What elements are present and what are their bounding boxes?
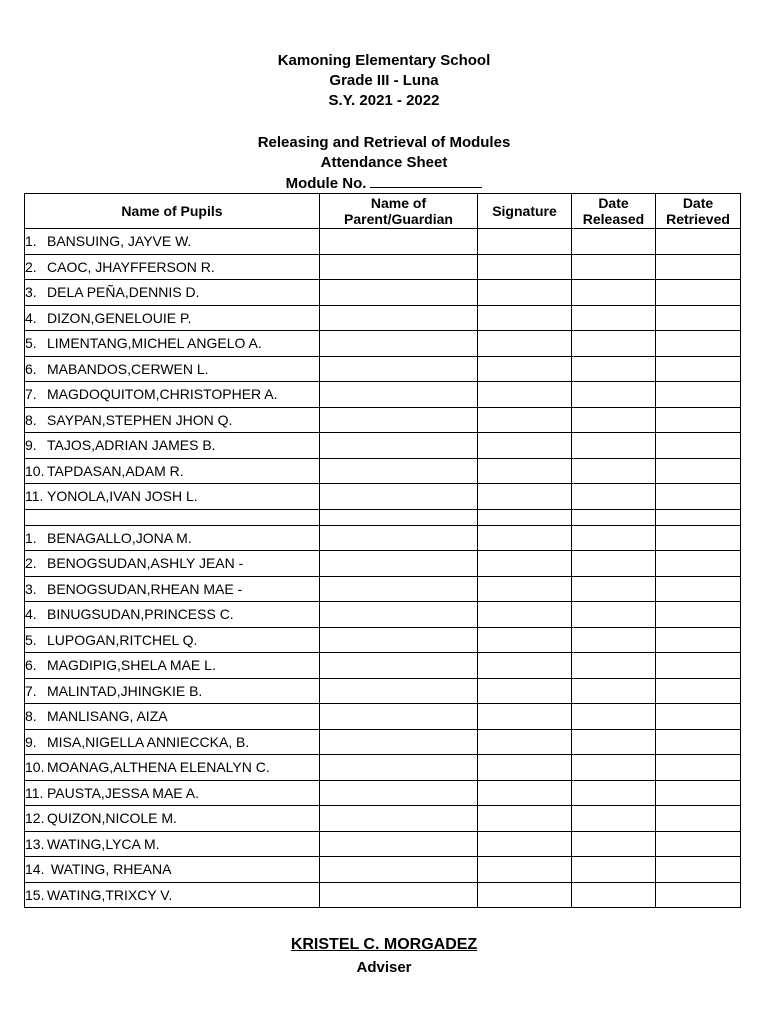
parent-cell [320,602,478,628]
pupil-name-cell [25,280,320,306]
table-row [25,382,741,408]
pupil-name-cell [25,433,320,459]
pupil-name-cell [25,780,320,806]
date-retrieved-cell [656,484,741,510]
date-released-cell [572,882,656,908]
col-header-retrieved-line1: Date [682,195,714,211]
pupil-name: WATING, RHEANA [47,861,172,878]
separator-row [25,509,741,525]
date-retrieved-cell [656,433,741,459]
row-number: 4. [25,606,37,623]
pupil-name-cell [25,882,320,908]
school-name: Kamoning Elementary School [277,52,491,69]
signature-cell [478,806,572,832]
empty-cell [572,509,656,525]
row-number: 13. [25,835,45,852]
parent-cell [320,780,478,806]
date-retrieved-cell [656,458,741,484]
date-released-cell [572,627,656,653]
signature-cell [478,229,572,255]
date-released-cell [572,551,656,577]
row-number: 9. [25,733,37,750]
signature-cell [478,627,572,653]
signature-cell [478,433,572,459]
signature-cell [478,458,572,484]
date-released-cell [572,729,656,755]
pupil-name-cell [25,653,320,679]
row-number: 1. [25,233,37,250]
date-retrieved-cell [656,653,741,679]
date-released-cell [572,484,656,510]
date-released-cell [572,280,656,306]
signature-cell [478,882,572,908]
row-number: 11. [25,488,44,505]
parent-cell [320,653,478,679]
date-released-cell [572,704,656,730]
date-retrieved-cell [656,704,741,730]
date-retrieved-cell [656,382,741,408]
col-header-released-line1: Date [598,195,629,211]
signature-cell [478,780,572,806]
attendance-table [24,193,741,908]
table-row [25,831,741,857]
pupil-name-cell [25,382,320,408]
pupil-name: MOANAG,ALTHENA ELENALYN C. [47,759,270,776]
pupil-name: WATING,LYCA M. [47,835,160,852]
row-number: 8. [25,411,37,428]
parent-cell [320,729,478,755]
row-number: 2. [25,555,37,572]
pupil-name-cell [25,331,320,357]
pupil-name: MANLISANG, AIZA [47,708,168,725]
date-retrieved-cell [656,331,741,357]
date-released-cell [572,407,656,433]
signature-cell [478,382,572,408]
pupil-name-cell [25,627,320,653]
row-number: 3. [25,580,37,597]
row-number: 10. [25,462,45,479]
pupil-name: DELA PEÑA,DENNIS D. [47,284,200,301]
pupil-name: MAGDOQUITOM,CHRISTOPHER A. [47,386,278,403]
empty-cell [478,509,572,525]
pupil-name-cell [25,305,320,331]
empty-cell [656,509,741,525]
date-released-cell [572,806,656,832]
date-retrieved-cell [656,627,741,653]
pupil-name-cell [25,602,320,628]
parent-cell [320,254,478,280]
date-retrieved-cell [656,407,741,433]
table-row [25,551,741,577]
row-number: 7. [25,682,37,699]
col-header-parent [320,194,478,229]
pupil-name-cell [25,729,320,755]
signature-cell [478,484,572,510]
row-number: 9. [25,437,37,454]
col-header-parent-line1: Name of [370,195,427,211]
row-number: 5. [25,631,37,648]
signature-cell [478,755,572,781]
signature-cell [478,678,572,704]
date-retrieved-cell [656,356,741,382]
signature-cell [478,704,572,730]
parent-cell [320,458,478,484]
empty-cell [320,509,478,525]
parent-cell [320,678,478,704]
row-number: 7. [25,386,37,403]
date-released-cell [572,653,656,679]
parent-cell [320,407,478,433]
parent-cell [320,806,478,832]
row-number: 2. [25,258,37,275]
pupil-name-cell [25,458,320,484]
date-released-cell [572,678,656,704]
table-row [25,576,741,602]
date-retrieved-cell [656,254,741,280]
pupil-name: BENAGALLO,JONA M. [47,529,192,546]
pupil-name: DIZON,GENELOUIE P. [47,309,192,326]
parent-cell [320,356,478,382]
module-number-label: Module No. [285,175,367,192]
pupil-name: MABANDOS,CERWEN L. [47,360,209,377]
module-number-line [0,173,768,194]
sheet-subtitle: Attendance Sheet [320,154,448,171]
pupil-name: LIMENTANG,MICHEL ANGELO A. [47,335,262,352]
pupil-name: MAGDIPIG,SHELA MAE L. [47,657,216,674]
col-header-name: Name of Pupils [25,194,320,229]
date-retrieved-cell [656,831,741,857]
signature-cell [478,525,572,551]
date-released-cell [572,857,656,883]
row-number: 11. [25,784,44,801]
table-row [25,331,741,357]
pupil-name: MALINTAD,JHINGKIE B. [47,682,203,699]
table-row [25,280,741,306]
signature-cell [478,280,572,306]
table-row [25,433,741,459]
pupil-name-cell [25,755,320,781]
table-row [25,704,741,730]
date-released-cell [572,305,656,331]
col-header-retrieved-line2: Retrieved [666,211,730,227]
row-number: 6. [25,657,37,674]
parent-cell [320,525,478,551]
row-number: 1. [25,529,37,546]
table-row [25,755,741,781]
school-year: S.Y. 2021 - 2022 [328,92,440,109]
table-row [25,356,741,382]
table-row [25,229,741,255]
row-number: 5. [25,335,37,352]
pupil-name-cell [25,576,320,602]
col-header-date-retrieved [656,194,741,229]
date-released-cell [572,331,656,357]
row-number: 8. [25,708,37,725]
table-row [25,882,741,908]
empty-cell [25,509,320,525]
date-retrieved-cell [656,305,741,331]
signature-cell [478,551,572,577]
pupil-name: BANSUING, JAYVE W. [47,233,192,250]
table-row [25,780,741,806]
signature-cell [478,305,572,331]
date-retrieved-cell [656,525,741,551]
signature-cell [478,602,572,628]
table-row [25,627,741,653]
row-number: 4. [25,309,37,326]
row-number: 14. [25,861,45,878]
date-released-cell [572,382,656,408]
col-header-parent-line2: Parent/Guardian [344,211,453,227]
date-retrieved-cell [656,806,741,832]
date-released-cell [572,576,656,602]
date-released-cell [572,525,656,551]
date-retrieved-cell [656,882,741,908]
signature-cell [478,857,572,883]
parent-cell [320,551,478,577]
parent-cell [320,857,478,883]
table-row [25,857,741,883]
pupil-name: BENOGSUDAN,ASHLY JEAN - [47,555,244,572]
table-row [25,458,741,484]
pupil-name: CAOC, JHAYFFERSON R. [47,258,215,275]
parent-cell [320,755,478,781]
adviser-title: Adviser [356,959,412,976]
date-released-cell [572,458,656,484]
pupil-name: BENOGSUDAN,RHEAN MAE - [47,580,243,597]
pupil-name: BINUGSUDAN,PRINCESS C. [47,606,234,623]
table-row [25,254,741,280]
date-retrieved-cell [656,229,741,255]
table-row [25,484,741,510]
pupil-name: QUIZON,NICOLE M. [47,810,177,827]
pupil-name-cell [25,551,320,577]
adviser-name [0,936,768,954]
parent-cell [320,229,478,255]
pupil-name: PAUSTA,JESSA MAE A. [47,784,199,801]
parent-cell [320,433,478,459]
table-row [25,806,741,832]
table-row [25,653,741,679]
date-retrieved-cell [656,576,741,602]
date-released-cell [572,254,656,280]
pupil-name-cell [25,806,320,832]
table-row [25,407,741,433]
col-header-signature: Signature [478,194,572,229]
pupil-name-cell [25,525,320,551]
parent-cell [320,704,478,730]
row-number: 3. [25,284,37,301]
signature-cell [478,653,572,679]
date-released-cell [572,780,656,806]
parent-cell [320,882,478,908]
pupil-name: TAJOS,ADRIAN JAMES B. [47,437,216,454]
pupil-name: MISA,NIGELLA ANNIECCKA, B. [47,733,250,750]
row-number: 12. [25,810,45,827]
table-row [25,602,741,628]
date-retrieved-cell [656,729,741,755]
parent-cell [320,627,478,653]
signature-cell [478,729,572,755]
pupil-name-cell [25,831,320,857]
pupil-name-cell [25,678,320,704]
pupil-name-cell [25,857,320,883]
pupil-name: SAYPAN,STEPHEN JHON Q. [47,411,233,428]
date-released-cell [572,229,656,255]
col-header-released-line2: Released [582,211,645,227]
date-retrieved-cell [656,780,741,806]
pupil-name-cell [25,356,320,382]
sheet-title: Releasing and Retrieval of Modules [257,134,511,151]
date-released-cell [572,755,656,781]
date-retrieved-cell [656,602,741,628]
table-row [25,525,741,551]
date-released-cell [572,356,656,382]
pupil-name-cell [25,704,320,730]
row-number: 10. [25,759,45,776]
date-released-cell [572,433,656,459]
date-retrieved-cell [656,678,741,704]
parent-cell [320,576,478,602]
signature-cell [478,356,572,382]
date-retrieved-cell [656,755,741,781]
date-released-cell [572,602,656,628]
pupil-name-cell [25,407,320,433]
parent-cell [320,382,478,408]
signature-cell [478,831,572,857]
signature-cell [478,576,572,602]
signature-cell [478,254,572,280]
pupil-name: YONOLA,IVAN JOSH L. [47,488,198,505]
parent-cell [320,280,478,306]
pupil-name-cell [25,229,320,255]
col-header-date-released [572,194,656,229]
row-number: 15. [25,886,45,903]
table-row [25,305,741,331]
parent-cell [320,484,478,510]
date-retrieved-cell [656,551,741,577]
pupil-name: WATING,TRIXCY V. [47,886,173,903]
parent-cell [320,331,478,357]
parent-cell [320,831,478,857]
table-row [25,678,741,704]
module-number-blank [370,173,482,188]
parent-cell [320,305,478,331]
date-retrieved-cell [656,280,741,306]
date-released-cell [572,831,656,857]
signature-cell [478,407,572,433]
date-retrieved-cell [656,857,741,883]
table-row [25,729,741,755]
table-header-row [25,194,741,229]
pupil-name-cell [25,254,320,280]
adviser-name-text: KRISTEL C. MORGADEZ [290,936,478,953]
grade-section: Grade III - Luna [329,72,439,89]
signature-cell [478,331,572,357]
pupil-name: TAPDASAN,ADAM R. [47,462,184,479]
row-number: 6. [25,360,37,377]
pupil-name: LUPOGAN,RITCHEL Q. [47,631,198,648]
pupil-name-cell [25,484,320,510]
